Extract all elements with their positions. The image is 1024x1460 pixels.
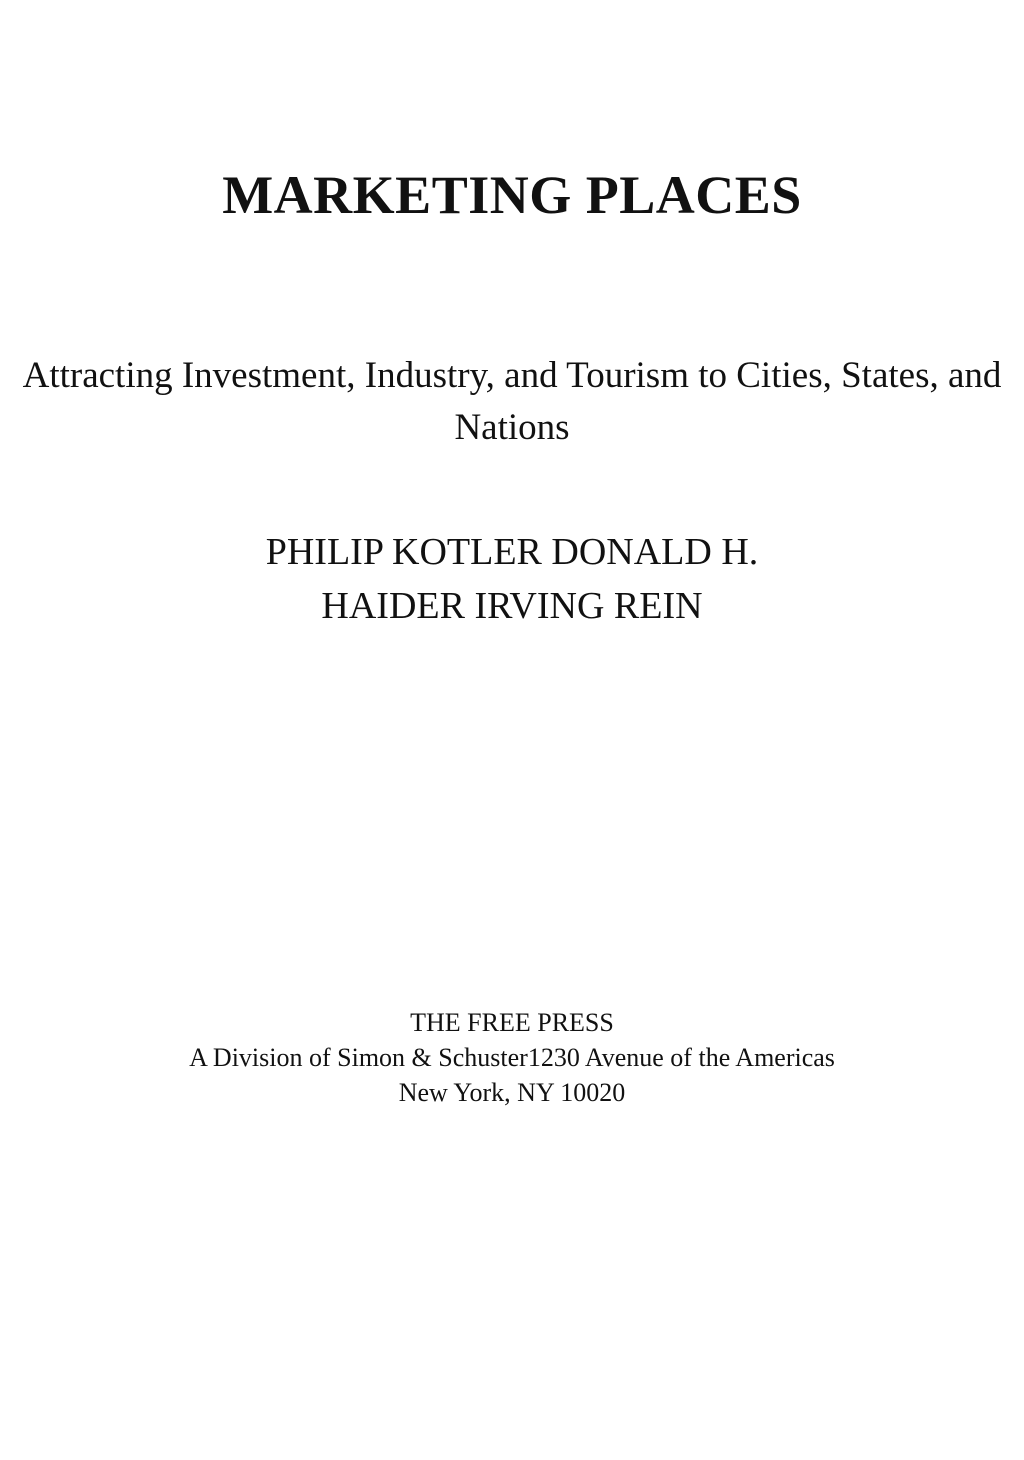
authors-line-1: PHILIP KOTLER DONALD H. (265, 531, 759, 573)
publisher-division: A Division of Simon & Schuster1230 Avenue of the Americas (189, 1043, 835, 1072)
authors-line-2: HAIDER IRVING REIN (321, 585, 703, 627)
book-title: MARKETING PLACES (222, 165, 802, 225)
book-subtitle: Attracting Investment, Industry, and Tourism to Cities, States, and Nations (22, 355, 1002, 448)
publisher-block (0, 1005, 1024, 1110)
publisher-city: New York, NY 10020 (398, 1078, 626, 1107)
publisher-name: THE FREE PRESS (410, 1008, 614, 1037)
authors (0, 525, 1024, 633)
